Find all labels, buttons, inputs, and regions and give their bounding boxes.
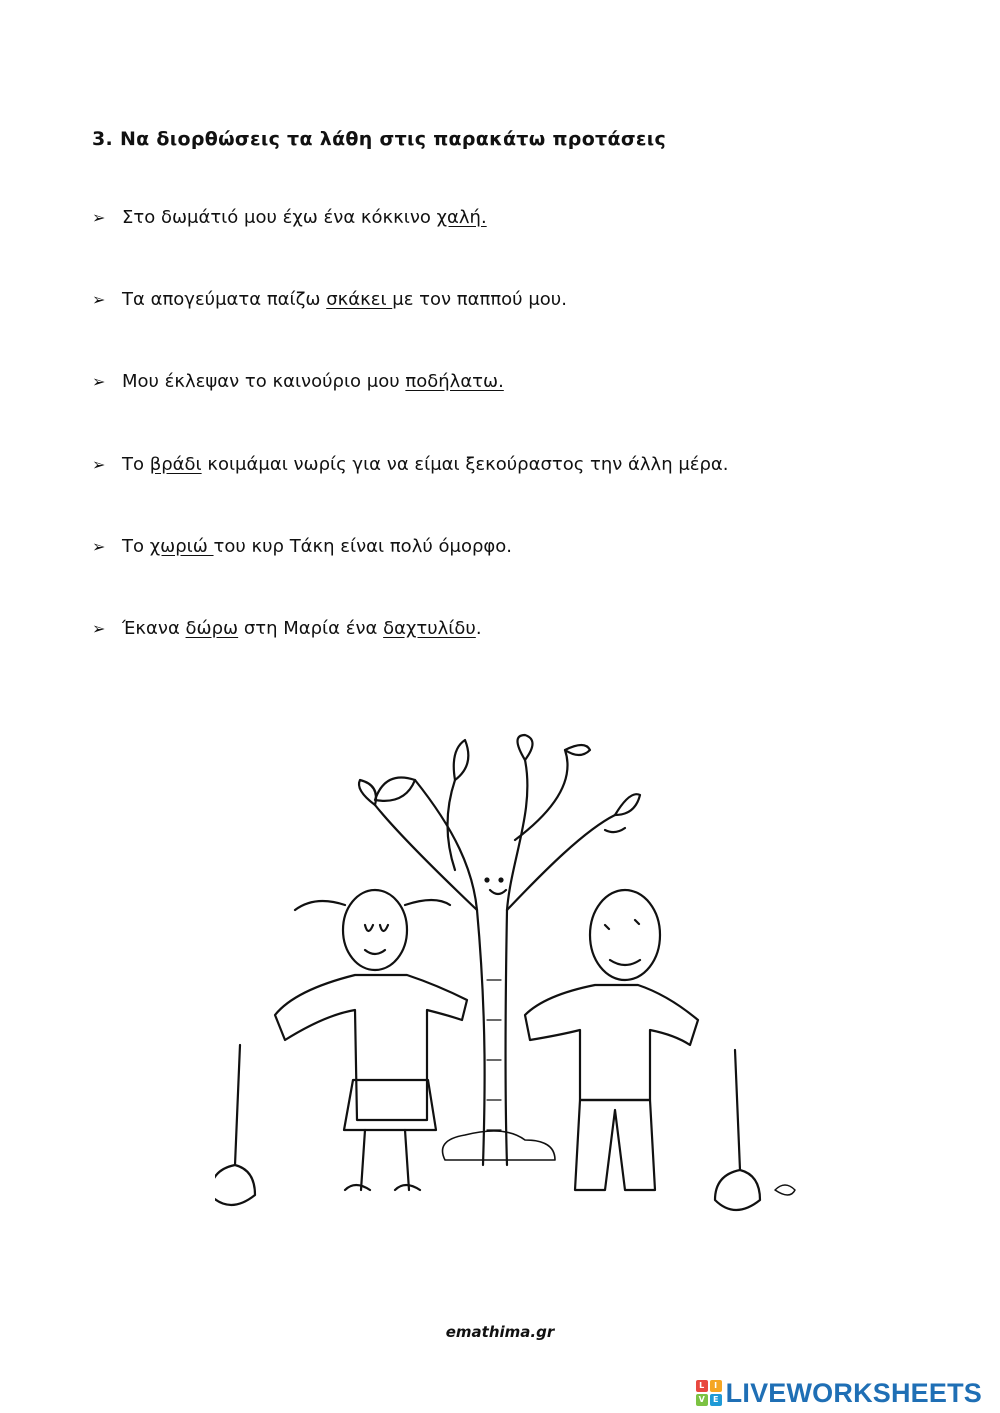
exercise-title: 3. Να διορθώσεις τα λάθη στις παρακάτω προτάσεις — [92, 128, 667, 150]
logo-square: E — [710, 1394, 722, 1406]
logo-square: L — [696, 1380, 708, 1392]
sentence-5 — [92, 536, 512, 557]
logo-square: I — [710, 1380, 722, 1392]
sentence-text: . — [475, 618, 482, 639]
error-word[interactable]: χωριώ — [149, 536, 214, 557]
source-footer[interactable]: emathima.gr — [445, 1323, 555, 1341]
sentence-3 — [92, 371, 504, 392]
bullet-arrow-icon: ➢ — [92, 455, 106, 474]
sentence-text: με τον παππού μου. — [392, 289, 567, 310]
logo-squares-icon — [696, 1380, 722, 1406]
sentence-text: στη Μαρία ένα — [238, 618, 384, 639]
bullet-arrow-icon: ➢ — [92, 290, 106, 309]
sentence-text: Έκανα — [122, 618, 186, 639]
bullet-arrow-icon: ➢ — [92, 537, 106, 556]
bullet-arrow-icon: ➢ — [92, 619, 106, 638]
error-word[interactable]: βράδι — [149, 454, 202, 475]
error-word[interactable]: δώρω — [185, 618, 239, 639]
boy-drawing — [525, 890, 795, 1210]
bullet-arrow-icon: ➢ — [92, 208, 106, 227]
error-word[interactable]: σκάκει — [326, 289, 393, 310]
sentence-text: του κυρ Τάκη είναι πολύ όμορφο. — [213, 536, 512, 557]
sentence-text: κοιμάμαι νωρίς για να είμαι ξεκούραστος την άλλη μέρα. — [201, 454, 729, 475]
sentence-2 — [92, 289, 567, 310]
sentence-text: Μου έκλεψαν το καινούριο μου — [122, 371, 406, 392]
sentence-4 — [92, 454, 729, 475]
liveworksheets-logo[interactable] — [696, 1378, 982, 1408]
error-word[interactable]: δαχτυλίδυ — [383, 618, 476, 639]
sentence-6 — [92, 618, 482, 639]
error-word[interactable]: ποδήλατω. — [405, 371, 504, 392]
logo-square: V — [696, 1394, 708, 1406]
girl-drawing — [215, 890, 467, 1205]
children-planting-tree-illustration — [215, 720, 815, 1230]
bullet-arrow-icon: ➢ — [92, 372, 106, 391]
sentence-text: Στο δωμάτιό μου έχω ένα κόκκινο — [122, 207, 437, 228]
error-word[interactable]: χαλή. — [436, 207, 487, 228]
sentence-text: Το — [122, 454, 150, 475]
sentence-text: Το — [122, 536, 150, 557]
logo-text: LIVEWORKSHEETS — [725, 1377, 982, 1408]
sentence-1 — [92, 207, 487, 228]
sentence-text: Τα απογεύματα παίζω — [122, 289, 327, 310]
